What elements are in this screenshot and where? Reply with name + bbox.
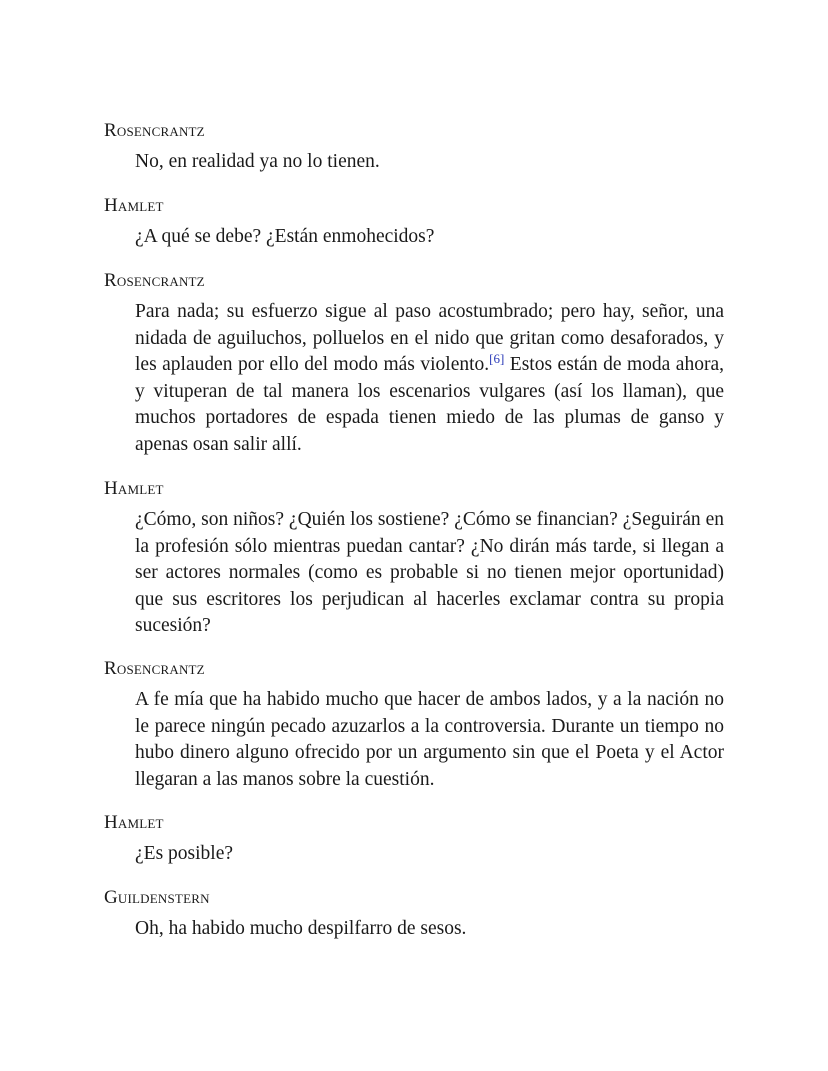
speech-text: ¿Cómo, son niños? ¿Quién los sostiene? ¿Cómo se financian? ¿Seguirán en la profesión sólo mientras puedan cantar? ¿No dirán más tarde, si llegan a ser actores normales (como es probable si no tienen mejor oportunidad) que sus escritores los perjudican al hacerles exclamar contra su propia sucesión? [135, 509, 724, 637]
speaker-name: Hamlet [104, 812, 164, 833]
speech-text: Oh, ha habido mucho despilfarro de sesos. [135, 918, 467, 939]
footnote-link[interactable]: [6] [489, 351, 505, 367]
dialogue-entry [104, 196, 724, 251]
dialogue-entry [104, 813, 724, 868]
dialogue-entry [104, 121, 724, 176]
speech-text: No, en realidad ya no lo tienen. [135, 151, 380, 172]
dialogue-entry [104, 659, 724, 793]
speech-text: ¿A qué se debe? ¿Están enmohecidos? [135, 226, 435, 247]
speaker-name: Guildenstern [104, 887, 210, 908]
speaker-name: Rosencrantz [104, 270, 205, 291]
speaker-name: Rosencrantz [104, 120, 205, 141]
speaker-name: Hamlet [104, 478, 164, 499]
speech-text-part: Para nada; su esfuerzo sigue al paso acostumbrado; pero hay, señor, una nidada de aguiluchos, polluelos en el nido que gritan como desaforados, y les aplauden por ello del modo más violento. [135, 301, 724, 376]
dialogue-entry [104, 479, 724, 640]
speech-text: A fe mía que ha habido mucho que hacer de ambos lados, y a la nación no le parece ningún pecado azuzarlos a la controversia. Durante un tiempo no hubo dinero alguno ofrecido por un argumento sin que el Poeta y el Actor llegaran a las manos sobre la cuestión. [135, 689, 724, 790]
speech-text: ¿Es posible? [135, 843, 234, 864]
speech-text-part: Estos están de moda ahora, y vituperan de tal manera los escenarios vulgares (así los llaman), que muchos portadores de espada tienen miedo de las plumas de ganso y apenas osan salir allí. [135, 354, 724, 455]
speech-text [135, 299, 724, 459]
speaker-name: Hamlet [104, 195, 164, 216]
speaker-name: Rosencrantz [104, 658, 205, 679]
dialogue-entry [104, 888, 724, 943]
dialogue-entry [104, 271, 724, 459]
